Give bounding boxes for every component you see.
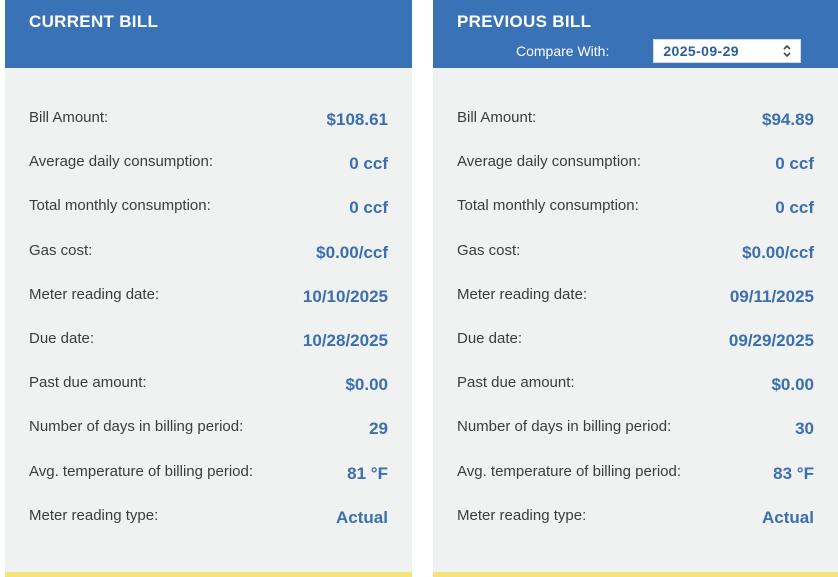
row-label: Due date:: [29, 329, 95, 347]
row-value: $94.89: [762, 110, 814, 129]
row-label: Due date:: [457, 329, 523, 347]
row-value: 10/10/2025: [302, 286, 388, 306]
row-value: $0.00: [771, 375, 814, 395]
row-label: Average daily consumption:: [457, 153, 641, 171]
row-value: 81 °F: [347, 463, 388, 483]
compare-date-value: 2025-09-29: [663, 43, 739, 59]
previous-row-gas-cost: [433, 231, 838, 275]
row-label: Gas cost:: [29, 241, 93, 259]
previous-row-avg-daily-consumption: [433, 142, 838, 186]
row-value: 83 °F: [773, 463, 814, 483]
row-label: Gas cost:: [457, 241, 521, 259]
row-value: 0 ccf: [775, 198, 814, 218]
row-label: Meter reading type:: [457, 506, 587, 524]
previous-row-meter-reading-type: [433, 496, 838, 540]
previous-row-bill-amount: [433, 98, 838, 142]
row-value: 0 ccf: [775, 154, 814, 174]
current-bill-rows: [5, 98, 412, 540]
previous-bill-title: PREVIOUS BILL: [457, 12, 592, 31]
current-bill-header: [5, 0, 412, 68]
current-row-meter-reading-type: [5, 496, 412, 540]
row-value: $0.00/ccf: [742, 242, 814, 262]
previous-row-due-date: [433, 319, 838, 363]
current-row-bill-amount: [5, 98, 412, 142]
row-value: 09/29/2025: [728, 330, 814, 350]
row-label: Total monthly consumption:: [29, 197, 211, 215]
row-label: Avg. temperature of billing period:: [457, 462, 682, 480]
previous-row-days-in-billing-period: [433, 407, 838, 451]
row-value: $0.00: [345, 375, 388, 395]
row-label: Total monthly consumption:: [457, 197, 639, 215]
row-value: 0 ccf: [349, 154, 388, 174]
row-value: Actual: [336, 507, 388, 527]
previous-accent-bar: [433, 572, 838, 577]
row-value: 30: [795, 419, 814, 439]
row-label: Bill Amount:: [457, 109, 537, 126]
current-row-gas-cost: [5, 231, 412, 275]
current-row-days-in-billing-period: [5, 407, 412, 451]
row-value: 10/28/2025: [302, 330, 388, 350]
row-label: Avg. temperature of billing period:: [29, 462, 254, 480]
previous-bill-header: [433, 0, 838, 68]
current-bill-title: CURRENT BILL: [29, 12, 159, 31]
row-label: Past due amount:: [29, 374, 147, 392]
row-label: Average daily consumption:: [29, 153, 213, 171]
current-row-total-monthly-consumption: [5, 186, 412, 230]
current-row-avg-temperature: [5, 452, 412, 496]
row-label: Number of days in billing period:: [457, 418, 672, 436]
current-bill-panel: [5, 0, 412, 577]
current-row-past-due-amount: [5, 363, 412, 407]
row-label: Meter reading date:: [457, 285, 588, 303]
row-value: 0 ccf: [349, 198, 388, 218]
previous-row-total-monthly-consumption: [433, 186, 838, 230]
compare-with-row: [516, 38, 801, 64]
previous-bill-panel: [433, 0, 838, 577]
compare-date-select[interactable]: [653, 39, 801, 63]
previous-row-meter-reading-date: [433, 275, 838, 319]
row-value: Actual: [762, 507, 814, 527]
row-label: Bill Amount:: [29, 109, 109, 126]
row-value: 09/11/2025: [729, 286, 814, 306]
previous-row-past-due-amount: [433, 363, 838, 407]
row-label: Past due amount:: [457, 374, 575, 392]
compare-with-label: Compare With:: [516, 43, 610, 59]
current-row-due-date: [5, 319, 412, 363]
current-row-avg-daily-consumption: [5, 142, 412, 186]
current-accent-bar: [5, 572, 412, 577]
previous-row-avg-temperature: [433, 452, 838, 496]
row-label: Meter reading type:: [29, 506, 159, 524]
row-value: $108.61: [326, 110, 388, 129]
row-label: Meter reading date:: [29, 285, 160, 303]
previous-bill-rows: [433, 98, 838, 540]
chevron-up-down-icon: [782, 43, 792, 59]
current-row-meter-reading-date: [5, 275, 412, 319]
row-label: Number of days in billing period:: [29, 418, 244, 436]
row-value: 29: [369, 419, 388, 439]
row-value: $0.00/ccf: [316, 242, 388, 262]
